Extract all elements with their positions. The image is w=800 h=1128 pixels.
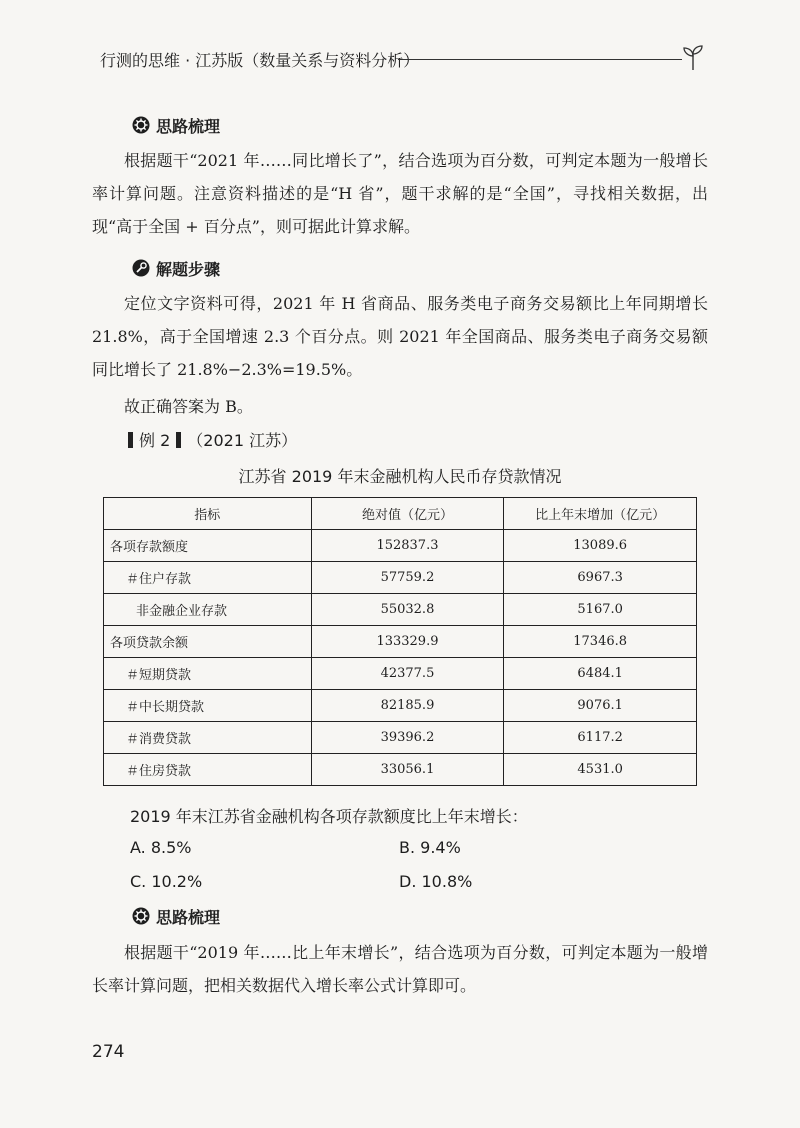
absolute-value-cell: 57759.2 [311, 562, 504, 594]
increase-cell: 13089.6 [504, 530, 697, 562]
header-rule [398, 59, 682, 60]
column-header: 比上年末增加（亿元） [504, 498, 697, 530]
analysis-paragraph-2: 根据题干“2019 年……比上年末增长”，结合选项为百分数，可判定本题为一般增长率计算问题，把相关数据代入增长率公式计算即可。 [92, 943, 708, 995]
gear-icon [132, 907, 150, 925]
column-header: 指标 [104, 498, 312, 530]
row-label: 非金融企业存款 [104, 594, 312, 626]
table-row [104, 722, 697, 754]
book-title: 行测的思维 · 江苏版（数量关系与资料分析） [100, 51, 420, 70]
absolute-value-cell: 82185.9 [311, 690, 504, 722]
increase-cell: 6967.3 [504, 562, 697, 594]
increase-cell: 4531.0 [504, 754, 697, 786]
row-label: 各项贷款余额 [104, 626, 312, 658]
option-d: D. 10.8% [399, 872, 473, 891]
table-row [104, 530, 697, 562]
row-label: ＃短期贷款 [104, 658, 312, 690]
table-header-row [104, 498, 697, 530]
section-heading-analysis-2 [132, 904, 220, 928]
table-title: 江苏省 2019 年末金融机构人民币存贷款情况 [238, 467, 562, 486]
absolute-value-cell: 152837.3 [311, 530, 504, 562]
increase-cell: 17346.8 [504, 626, 697, 658]
table-row [104, 626, 697, 658]
increase-cell: 9076.1 [504, 690, 697, 722]
table-row [104, 594, 697, 626]
section-heading-text: 思路梳理 [156, 907, 221, 927]
increase-cell: 6484.1 [504, 658, 697, 690]
section-heading-text: 思路梳理 [156, 116, 221, 136]
increase-cell: 6117.2 [504, 722, 697, 754]
example-heading [128, 428, 297, 451]
absolute-value-cell: 33056.1 [311, 754, 504, 786]
deposit-loan-table [103, 497, 697, 786]
absolute-value-cell: 42377.5 [311, 658, 504, 690]
bar-mark-icon [128, 432, 133, 448]
page-number: 274 [92, 1042, 125, 1062]
row-label: ＃消费贷款 [104, 722, 312, 754]
increase-cell: 5167.0 [504, 594, 697, 626]
row-label: 各项存款额度 [104, 530, 312, 562]
row-label: ＃住户存款 [104, 562, 312, 594]
option-b: B. 9.4% [399, 838, 461, 857]
option-c: C. 10.2% [130, 872, 203, 891]
steps-paragraph: 定位文字资料可得，2021 年 H 省商品、服务类电子商务交易额比上年同期增长 21.8%，高于全国增速 2.3 个百分点。则 2021 年全国商品、服务类电子商务交易额同比增长了 21.8%−2.3%=19.5%。 [92, 294, 708, 379]
absolute-value-cell: 55032.8 [311, 594, 504, 626]
absolute-value-cell: 39396.2 [311, 722, 504, 754]
analysis-paragraph-1: 根据题干“2021 年……同比增长了”，结合选项为百分数，可判定本题为一般增长率计算问题。注意资料描述的是“H 省”，题干求解的是“全国”，寻找相关数据，出现“高于全国 + 百分点”，则可据此计算求解。 [92, 151, 708, 236]
table-row [104, 690, 697, 722]
gear-icon [132, 116, 150, 134]
example-source: （2021 江苏） [187, 431, 298, 450]
question-text: 2019 年末江苏省金融机构各项存款额度比上年末增长： [130, 807, 528, 826]
bar-mark-icon [176, 432, 181, 448]
example-label: 例 2 [139, 431, 171, 450]
section-heading-analysis-1 [132, 113, 220, 137]
row-label: ＃住房贷款 [104, 754, 312, 786]
option-a: A. 8.5% [130, 838, 192, 857]
row-label: ＃中长期贷款 [104, 690, 312, 722]
table-row [104, 562, 697, 594]
wrench-icon [132, 259, 150, 277]
table-row [104, 658, 697, 690]
section-heading-text: 解题步骤 [156, 259, 221, 279]
sprout-icon [680, 42, 706, 72]
absolute-value-cell: 133329.9 [311, 626, 504, 658]
running-header [100, 42, 706, 72]
table-row [104, 754, 697, 786]
answer-line: 故正确答案为 B。 [124, 397, 253, 416]
section-heading-steps [132, 256, 220, 280]
column-header: 绝对值（亿元） [311, 498, 504, 530]
